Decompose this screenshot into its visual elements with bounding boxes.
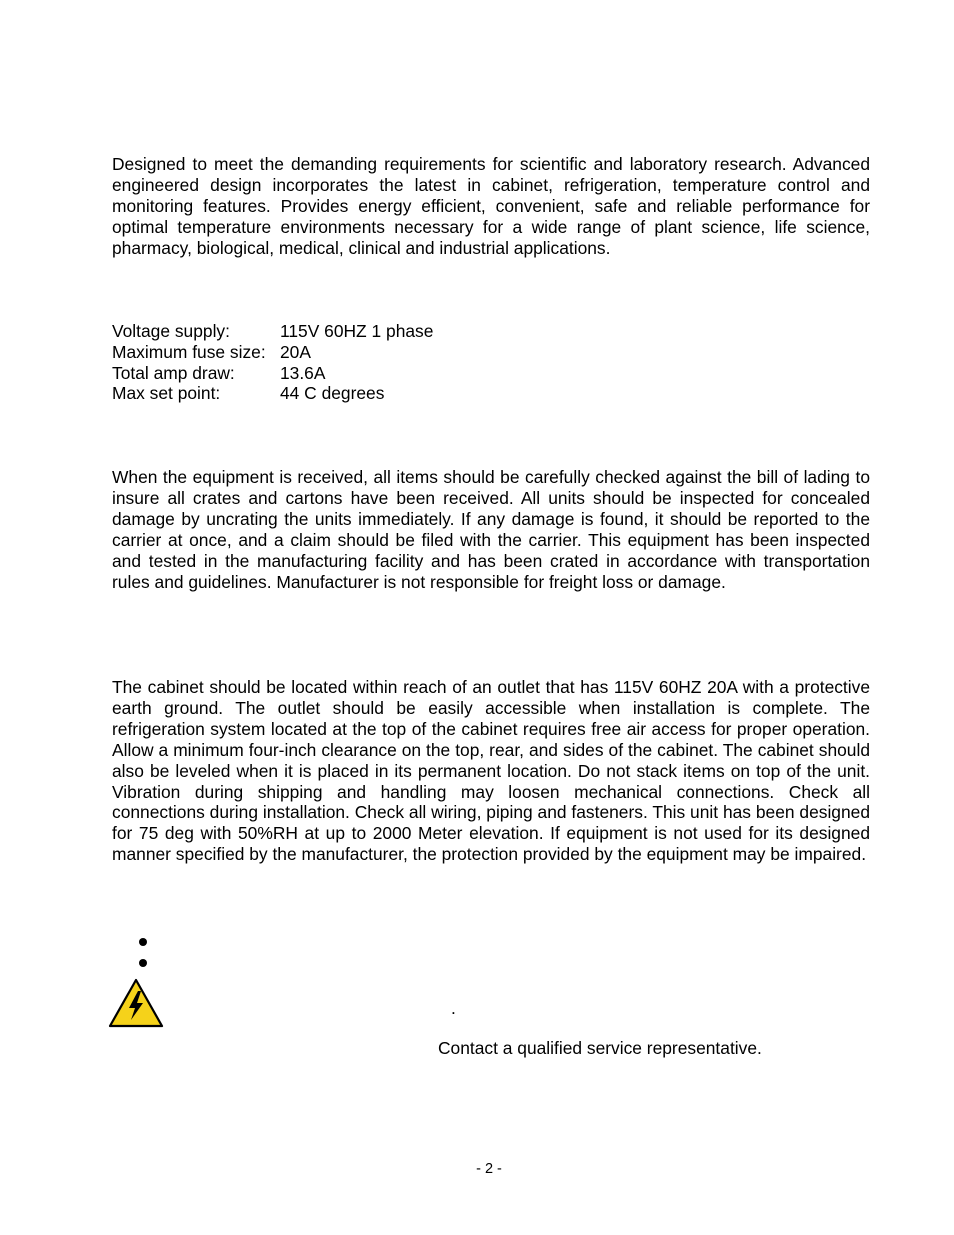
bullet-point	[139, 938, 147, 946]
spec-label: Maximum fuse size:	[112, 342, 266, 362]
warning-contact-text: Contact a qualified service representative.	[438, 1038, 762, 1058]
spec-value: 13.6A	[280, 363, 326, 383]
bullet-point	[139, 959, 147, 967]
page-number: - 2 -	[476, 1161, 502, 1177]
spec-value: 20A	[280, 342, 311, 362]
receiving-paragraph: When the equipment is received, all items should be carefully checked against the bill of lading to insure all crates and cartons have been received. All units should be inspected for concealed damage by uncrating the units immediately. If any damage is found, it should be reported to the carrier at once, and a claim should be filed with the carrier. This equipment has been inspected and tested in the manufacturing facility and has been crated in accordance with transportation rules and guidelines. Manufacturer is not responsible for freight loss or damage.	[112, 467, 870, 592]
warning-dot: .	[451, 998, 456, 1018]
spec-label: Voltage supply:	[112, 321, 230, 341]
intro-paragraph: Designed to meet the demanding requirements for scientific and laboratory research. Advanced engineered design incorporates the latest in cabinet, refrigeration, temperature control and monitoring features. Provides energy efficient, convenient, safe and reliable performance for optimal temperature environments necessary for a wide range of plant science, life science, pharmacy, biological, medical, clinical and industrial applications.	[112, 154, 870, 258]
spec-value: 115V 60HZ 1 phase	[280, 321, 434, 341]
spec-label: Max set point:	[112, 383, 221, 403]
spec-label: Total amp draw:	[112, 363, 235, 383]
spec-value: 44 C degrees	[280, 383, 385, 403]
location-paragraph: The cabinet should be located within reach of an outlet that has 115V 60HZ 20A with a protective earth ground. The outlet should be easily accessible when installation is complete. The refrigeration system located at the top of the cabinet requires free air access for proper operation. Allow a minimum four-inch clearance on the top, rear, and sides of the cabinet. The cabinet should also be leveled when it is placed in its permanent location. Do not stack items on top of the unit. Vibration during shipping and handling may loosen mechanical connections. Check all connections during installation. Check all wiring, piping and fasteners. This unit has been designed for 75 deg with 50%RH at up to 2000 Meter elevation. If equipment is not used for its designed manner specified by the manufacturer, the protection provided by the equipment may be impaired.	[112, 677, 870, 865]
electrical-hazard-icon	[107, 977, 165, 1029]
